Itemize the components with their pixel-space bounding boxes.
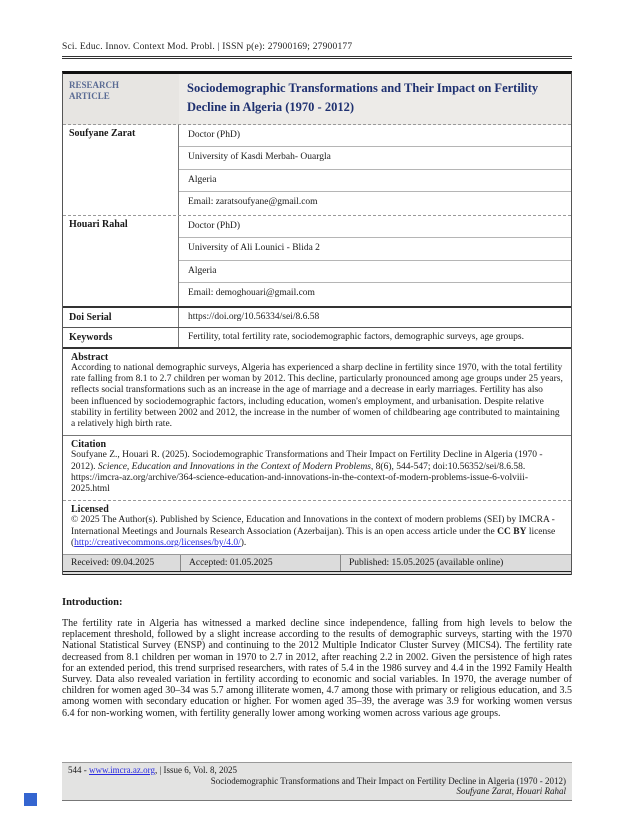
- citation-text: [71, 450, 563, 495]
- blue-square-marker: [24, 793, 37, 806]
- author-country: Algeria: [179, 170, 571, 193]
- author-affiliation: University of Kasdi Merbah- Ouargla: [179, 147, 571, 170]
- keywords-row: [63, 328, 571, 349]
- published-date: Published: 15.05.2025 (available online): [349, 558, 504, 568]
- licensed-section: [63, 501, 571, 555]
- author-degree: Doctor (PhD): [179, 216, 571, 239]
- footer-page-number: 544 -: [68, 765, 89, 775]
- footer-page-info: [68, 765, 566, 776]
- doi-row: [63, 308, 571, 328]
- doi-value: https://doi.org/10.56334/sei/8.6.58: [188, 311, 320, 322]
- abstract-text: According to national demographic surveys, Algeria has experienced a sharp decline in fertility since 1970, with the total fertility rate falling from 8.1 to 2.7 children per woman by 2012. This decline, particularly pronounced among age groups under 25 years, reflects social transformations such as an increase in the age of marriage and a decrease in early marriages. Fertility has also been influenced by sociodemographic factors, including education, women's employment, and urbanisation. Despite relative stability in fertility between 2002 and 2012, the increase in the number of women of childbearing age contributed to maintaining a relatively high birth rate.: [71, 362, 563, 429]
- citation-heading: Citation: [71, 439, 106, 451]
- title-row: [63, 74, 571, 125]
- page-footer: [62, 762, 572, 801]
- footer-issue-info: , | Issue 6, Vol. 8, 2025: [154, 765, 237, 775]
- cc-by-label: CC BY: [497, 526, 527, 537]
- cc-by-license-link[interactable]: http://creativecommons.org/licenses/by/4.0/: [74, 537, 241, 548]
- keywords-label: Keywords: [63, 328, 179, 347]
- running-head: Sci. Educ. Innov. Context Mod. Probl. | ISSN p(e): 27900169; 27900177: [62, 42, 572, 59]
- article-metadata-table: [62, 71, 572, 575]
- badge-line1: RESEARCH: [69, 80, 120, 90]
- dates-row: [63, 555, 571, 575]
- author-name: Soufyane Zarat: [63, 125, 179, 215]
- citation-journal-name: Science, Education and Innovations in the Context of Modern Problems: [97, 461, 371, 472]
- author-affiliation: University of Ali Lounici - Blida 2: [179, 238, 571, 261]
- licensed-text-after: ).: [240, 537, 247, 548]
- article-title: Sociodemographic Transformations and Their Impact on Fertility Decline in Algeria (1970 - 2012): [187, 81, 539, 115]
- footer-authors: Soufyane Zarat, Houari Rahal: [456, 786, 566, 796]
- research-article-badge: [63, 74, 179, 124]
- keywords-value: Fertility, total fertility rate, sociodemographic factors, demographic surveys, age groups.: [188, 331, 525, 342]
- badge-line2: ARTICLE: [69, 91, 110, 102]
- citation-text-before: Soufyane Z., Houari R. (2025). Sociodemographic Transformations and Their Impact on Fertility Decline in Algeria (1970 - 2012).: [71, 450, 543, 472]
- citation-section: [63, 436, 571, 501]
- author-email: Email: demoghouari@gmail.com: [188, 288, 315, 299]
- author-block-1: [63, 125, 571, 216]
- author-name: Houari Rahal: [63, 216, 179, 306]
- author-country: Algeria: [179, 261, 571, 284]
- author-details: [179, 216, 571, 306]
- abstract-section: [63, 349, 571, 436]
- abstract-heading: Abstract: [71, 351, 109, 363]
- introduction-heading: Introduction:: [62, 597, 123, 608]
- licensed-text-mid: license (: [71, 526, 556, 548]
- author-details: [179, 125, 571, 215]
- footer-site-link[interactable]: www.imcra.az.org: [89, 765, 155, 775]
- citation-text-after: , 8(6), 544-547; doi:10.56352/sei/8.6.58. https://imcra-az.org/archive/364-science-education-and-innovations-in-the-context-of-modern-problems-issue-6-volviii-2025.html: [71, 461, 528, 494]
- author-email: Email: zaratsoufyane@gmail.com: [188, 197, 318, 208]
- received-date: Received: 09.04.2025: [63, 555, 181, 571]
- author-degree: Doctor (PhD): [179, 125, 571, 148]
- licensed-heading: Licensed: [71, 504, 109, 516]
- author-block-2: [63, 216, 571, 308]
- introduction-paragraph: The fertility rate in Algeria has witnessed a marked decline since independence, falling from high levels to below the replacement threshold, followed by a slight increase according to the results of demographic surveys, starting with the 1970 National Statistical Survey (ENSP) and continuing to the 2012 Multiple Indicator Cluster Survey (MICS4). The fertility rate decreased from 8.1 children per woman in 1970 to 2.7 in 2012, after reaching 2.2 in 2002. Given the persistence of high rates for an extended period, this trend surprised researchers, with rates of 5.4 in the 1986 survey and 4.4 in the 1992 Family Health Survey. Data also revealed variation in fertility according to economic and social variables. In 1970, the average number of children for women aged 30–34 was 5.7 among illiterate women, 4.7 among those with primary or religious education, and 3.5 among women with secondary education or higher. For women aged 35–39, the average was 3.9 for working women versus 6.4 for non-working women, with fertility generally lower among working women across various age groups.: [62, 618, 572, 719]
- footer-article-title: Sociodemographic Transformations and Their Impact on Fertility Decline in Algeria (1970 - 2012): [210, 775, 566, 786]
- licensed-text: [71, 515, 563, 549]
- accepted-date: Accepted: 01.05.2025: [181, 555, 341, 571]
- doi-label: Doi Serial: [63, 308, 179, 327]
- licensed-text-before: © 2025 The Author(s). Published by Science, Education and Innovations in the context of modern problems (SEI) by IMCRA - International Meetings and Journals Research Association (Azerbaijan). This is an open access article under the: [71, 515, 555, 537]
